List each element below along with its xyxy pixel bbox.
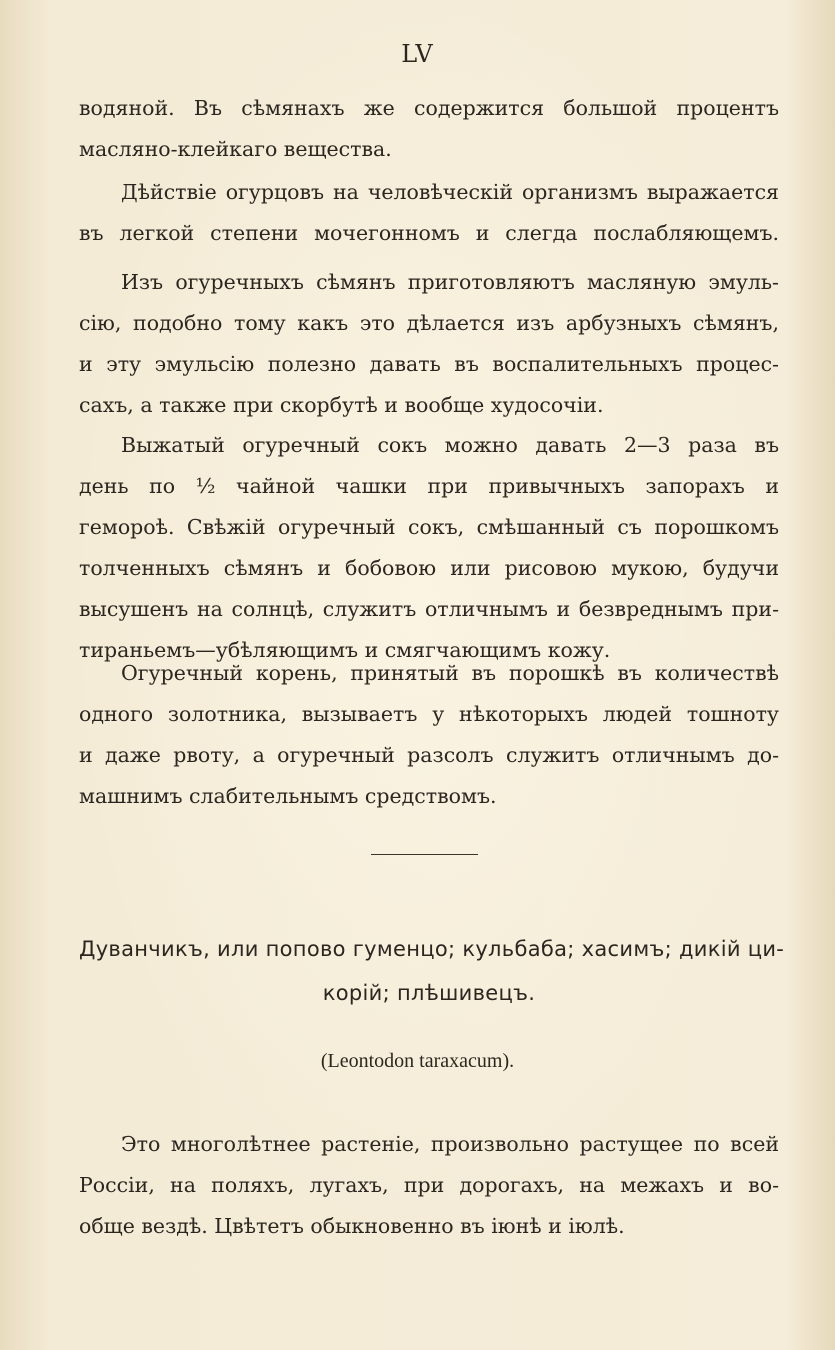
section-divider xyxy=(371,854,478,855)
text-line: Это многолѣтнее растеніе, произвольно растущее по всей xyxy=(121,1132,779,1156)
text-line: тираньемъ—убѣляющимъ и смягчающимъ кожу. xyxy=(79,638,611,662)
text-line: одного золотника, вызываетъ у нѣкоторыхъ людей тошноту xyxy=(79,702,779,726)
plant-heading-line: корій; плѣшивецъ. xyxy=(322,981,536,1005)
text-line: обще вездѣ. Цвѣтетъ обыкновенно въ іюнѣ и іюлѣ. xyxy=(79,1214,625,1238)
text-line: Выжатый огуречный сокъ можно давать 2—3 раза въ xyxy=(121,433,779,457)
latin-name: (Leontodon taraxacum). xyxy=(320,1050,515,1072)
text-line: день по ½ чайной чашки при привычныхъ запорахъ и xyxy=(79,474,779,498)
text-line: сію, подобно тому какъ это дѣлается изъ арбузныхъ сѣмянъ, xyxy=(79,311,779,335)
paragraph-root xyxy=(79,653,779,817)
text-line: сахъ, а также при скорбутѣ и вообще худосочіи. xyxy=(79,393,604,417)
text-line: и эту эмульсію полезно давать въ воспалительныхъ процес- xyxy=(79,352,779,376)
text-line: высушенъ на солнцѣ, служитъ отличнымъ и безвреднымъ при- xyxy=(79,597,779,621)
paragraph-dandelion xyxy=(79,1124,779,1247)
text-line: Дѣйствіе огурцовъ на человѣческій организмъ выражается xyxy=(121,180,779,204)
plant-heading xyxy=(79,927,785,1015)
text-line: въ легкой степени мочегонномъ и слегда послабляющемъ. xyxy=(79,221,779,245)
text-line: Россіи, на поляхъ, лугахъ, при дорогахъ, на межахъ и во- xyxy=(79,1173,779,1197)
text-line: водяной. Въ сѣмянахъ же содержится большой процентъ xyxy=(79,96,779,120)
paragraph-emulsion xyxy=(79,262,779,426)
text-line: толченныхъ сѣмянъ и бобовою или рисовою мукою, будучи xyxy=(79,556,779,580)
plant-heading-line: Дуванчикъ, или попово гуменцо; кульбаба; хасимъ; дикій ци- xyxy=(79,937,785,961)
paragraph-seeds xyxy=(79,88,779,170)
paragraph-effect xyxy=(79,172,779,254)
text-line: Изъ огуречныхъ сѣмянъ приготовляютъ масляную эмуль- xyxy=(121,270,779,294)
text-line: масляно-клейкаго вещества. xyxy=(79,137,392,161)
text-line: машнимъ слабительнымъ средствомъ. xyxy=(79,784,497,808)
page-number: LV xyxy=(401,40,434,68)
paragraph-juice xyxy=(79,425,779,671)
text-line: геморoѣ. Свѣжій огуречный сокъ, смѣшанный съ порошкомъ xyxy=(79,515,779,539)
text-line: Огуречный корень, принятый въ порошкѣ въ количествѣ xyxy=(121,661,779,685)
text-line: и даже рвоту, а огуречный разсолъ служитъ отличнымъ до- xyxy=(79,743,779,767)
